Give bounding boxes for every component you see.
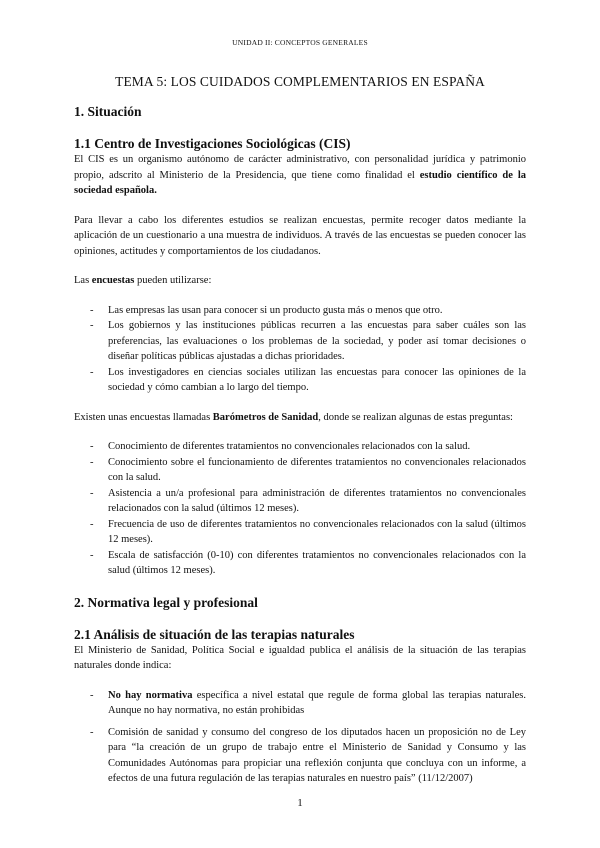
page-number: 1 bbox=[297, 797, 303, 809]
list-item: - Las empresas las usan para conocer si un producto gusta más o menos que otro. bbox=[74, 303, 526, 319]
bold-phrase: No hay normativa bbox=[108, 689, 193, 701]
section-heading-situacion: 1. Situación bbox=[74, 104, 142, 119]
paragraph-uses-intro: Las encuestas pueden utilizarse: bbox=[74, 275, 212, 286]
subsection-heading-cis: 1.1 Centro de Investigaciones Sociológicas (CIS) bbox=[74, 136, 351, 151]
page-title: TEMA 5: LOS CUIDADOS COMPLEMENTARIOS EN ESPAÑA bbox=[115, 74, 485, 89]
bold-phrase: Barómetros de Sanidad bbox=[212, 411, 319, 423]
bold-phrase: encuestas bbox=[91, 275, 135, 286]
paragraph-encuestas: Para llevar a cabo los diferentes estudios se realizan encuestas, permite recoger datos mediante la aplicación de un cuestionario a una muestra de individuos. A través de las encuestas se pueden conocer las opiniones, actitudes y comportamientos de los ciudadanos. bbox=[74, 214, 526, 257]
document-body bbox=[74, 104, 526, 787]
bold-phrase: estudio científico de la sociedad española. bbox=[74, 169, 526, 196]
running-header: UNIDAD II: CONCEPTOS GENERALES bbox=[232, 38, 368, 47]
list-item: - Asistencia a un/a profesional para administración de diferentes tratamientos no convencionales relacionados con la salud (últimos 12 meses). bbox=[74, 486, 526, 517]
list-item: - Comisión de sanidad y consumo del congreso de los diputados hacen un proposición no de Ley para “la creación de un grupo de trabajo entre el Ministerio de Sanidad y Consumo y las Comunidades Autónomas para propiciar una reflexión conjunta que concluya con un informe, a efectos de una futura regulación de las terapias naturales en nuestro país” (11/12/2007) bbox=[74, 725, 526, 787]
paragraph-cis-definition: El CIS es un organismo autónomo de carácter administrativo, con personalidad jurídica y patrimonio propio, adscrito al Ministerio de la Presidencia, que tiene como finalidad el estudio científico de la sociedad española. bbox=[74, 154, 526, 196]
list-item: - Conocimiento sobre el funcionamiento de diferentes tratamientos no convencionales relacionados con la salud. bbox=[74, 455, 526, 486]
list-item: - Conocimiento de diferentes tratamientos no convencionales relacionados con la salud. bbox=[74, 439, 526, 455]
section-heading-normativa: 2. Normativa legal y profesional bbox=[74, 594, 258, 610]
paragraph-ministerio: El Ministerio de Sanidad, Política Social e igualdad publica el análisis de la situación de las terapias naturales donde indica: bbox=[74, 644, 526, 671]
list-item: - Escala de satisfacción (0-10) con diferentes tratamientos no convencionales relacionados con la salud (últimos 12 meses). bbox=[74, 548, 526, 579]
list-item: - Los investigadores en ciencias sociales utilizan las encuestas para conocer las opiniones de la sociedad y cómo cambian a lo largo del tiempo. bbox=[74, 365, 526, 396]
list-item: - Los gobiernos y las instituciones públicas recurren a las encuestas para saber cuáles son las preferencias, las evaluaciones o los problemas de la sociedad, y poder así tomar decisiones o diseñar políticas públicas ajustadas a dichas prioridades. bbox=[74, 318, 526, 365]
normativa-list bbox=[74, 688, 526, 787]
list-item: - Frecuencia de uso de diferentes tratamientos no convencionales relacionados con la salud (últimos 12 meses). bbox=[74, 517, 526, 548]
questions-list bbox=[74, 439, 526, 579]
paragraph-barometros: Existen unas encuestas llamadas Barómetros de Sanidad, donde se realizan algunas de estas preguntas: bbox=[74, 411, 513, 423]
subsection-heading-analisis: 2.1 Análisis de situación de las terapias naturales bbox=[74, 626, 355, 642]
list-item: - No hay normativa específica a nivel estatal que regule de forma global las terapias naturales. Aunque no hay normativa, no están prohibidas bbox=[74, 688, 526, 719]
uses-list bbox=[74, 303, 526, 396]
